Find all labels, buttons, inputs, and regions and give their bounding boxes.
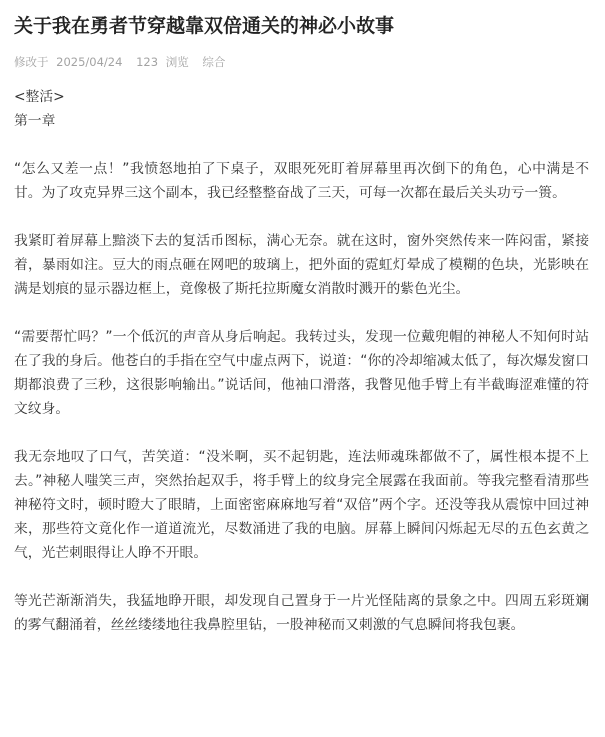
category-link[interactable]: 综合 [202,55,226,69]
article-title: 关于我在勇者节穿越靠双倍通关的神必小故事 [14,15,395,37]
article-body [14,85,589,637]
article-meta [14,53,589,71]
views-count: 123 [136,55,159,69]
modified-label: 修改于 [14,55,49,69]
paragraph: “需要帮忙吗？”一个低沉的声音从身后响起。我转过头，发现一位戴兜帽的神秘人不知何时站在了我的身后。他苍白的手指在空气中虚点两下，说道：“你的冷却缩减太低了，每次爆发窗口期都浪费了三秒，这很影响输出。”说话间，他袖口滑落，我瞥见他手臂上有半截晦涩难懂的符文纹身。 [14,329,589,417]
paragraph: “怎么又差一点！”我愤怒地拍了下桌子，双眼死死盯着屏幕里再次倒下的角色，心中满是不甘。为了攻克异界三这个副本，我已经整整奋战了三天，可每一次都在最后关头功亏一篑。 [14,161,589,201]
chapter-heading: 第一章 [14,113,56,129]
paragraph: 我紧盯着屏幕上黯淡下去的复活币图标，满心无奈。就在这时，窗外突然传来一阵闷雷，紧接着，暴雨如注。豆大的雨点砸在网吧的玻璃上，把外面的霓虹灯晕成了模糊的色块，光影映在满是划痕的显示器边框上，竟像极了斯托拉斯魔女消散时溅开的紫色光尘。 [14,233,589,297]
article-intro: <整活> [14,89,65,105]
views-label: 浏览 [165,55,189,69]
paragraph: 我无奈地叹了口气，苦笑道：“没米啊，买不起钥匙，连法师魂珠都做不了，属性根本提不上去。”神秘人嗤笑三声，突然抬起双手，将手臂上的纹身完全展露在我面前。等我完整看清那些神秘符文时，顿时瞪大了眼睛，上面密密麻麻地写着“双倍”两个字。还没等我从震惊中回过神来，那些符文竟化作一道道流光，尽数涌进了我的电脑。屏幕上瞬间闪烁起无尽的五色玄黄之气，光芒刺眼得让人睁不开眼。 [14,449,589,561]
paragraph: 等光芒渐渐消失，我猛地睁开眼，却发现自己置身于一片光怪陆离的景象之中。四周五彩斑斓的雾气翻涌着，丝丝缕缕地往我鼻腔里钻，一股神秘而又刺激的气息瞬间将我包裹。 [14,593,589,633]
modified-date: 2025/04/24 [56,55,123,69]
